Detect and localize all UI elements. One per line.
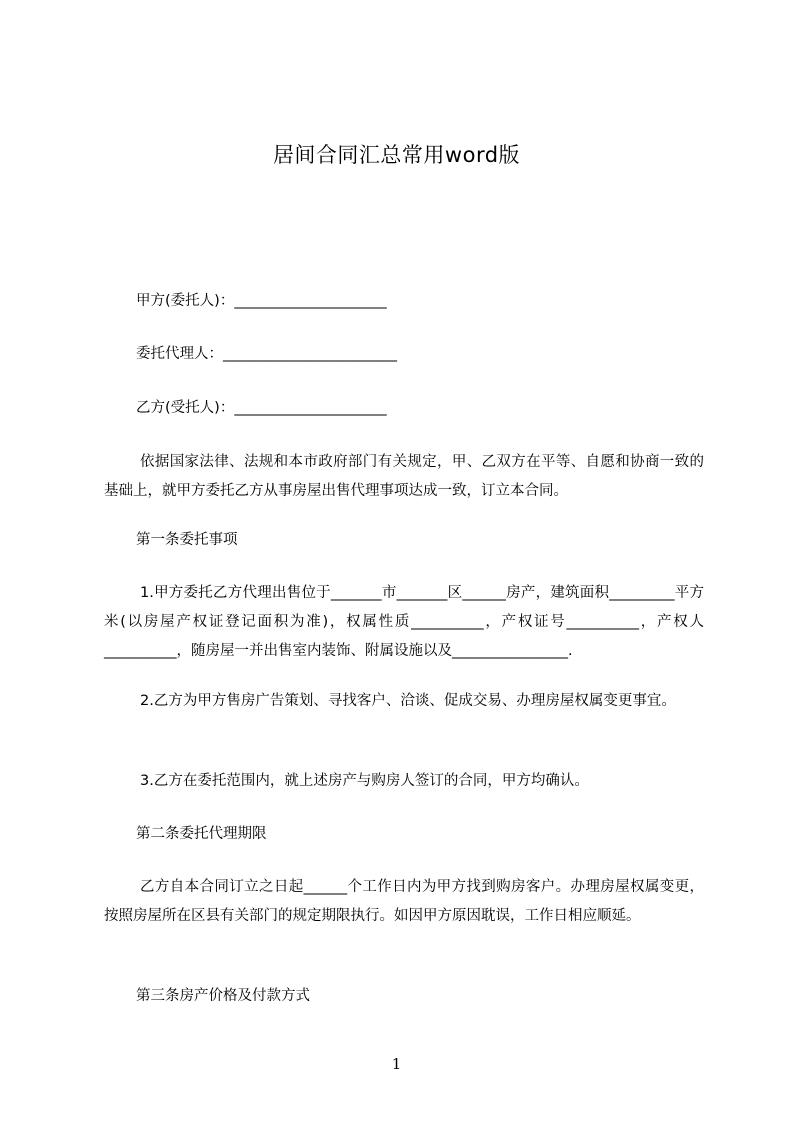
agent-line: 委托代理人：________________________: [136, 346, 397, 362]
article-1-item-1: 1.甲方委托乙方代理出售位于_______市_______区______房产，建筑面积_________平方米(以房屋产权证登记面积为准)，权属性质__________，产权证号__________，产权人__________，随房屋一并出售室内装饰、附属设施以及________________.: [104, 585, 704, 659]
page-number: 1: [391, 1055, 402, 1073]
intro-paragraph: 依据国家法律、法规和本市政府部门有关规定，甲、乙双方在平等、自愿和协商一致的基础上，就甲方委托乙方从事房屋出售代理事项达成一致，订立本合同。: [104, 454, 704, 499]
article-3-heading: 第三条房产价格及付款方式: [136, 988, 310, 1004]
party-a-line: 甲方(委托人)：_____________________: [136, 293, 387, 309]
document-title: 居间合同汇总常用word版: [272, 143, 521, 167]
article-1-item-2: 2.乙方为甲方售房广告策划、寻找客户、洽谈、促成交易、办理房屋权属变更事宜。: [140, 693, 676, 709]
article-2-body: 乙方自本合同订立之日起______个工作日内为甲方找到购房客户。办理房屋权属变更，按照房屋所在区县有关部门的规定期限执行。如因甲方原因耽误，工作日相应顺延。: [104, 879, 704, 924]
party-b-line: 乙方(受托人)：_____________________: [136, 400, 387, 416]
article-1-item-3: 3.乙方在委托范围内，就上述房产与购房人签订的合同，甲方均确认。: [140, 773, 589, 789]
article-1-heading: 第一条委托事项: [136, 532, 238, 548]
article-2-heading: 第二条委托代理期限: [136, 826, 267, 842]
